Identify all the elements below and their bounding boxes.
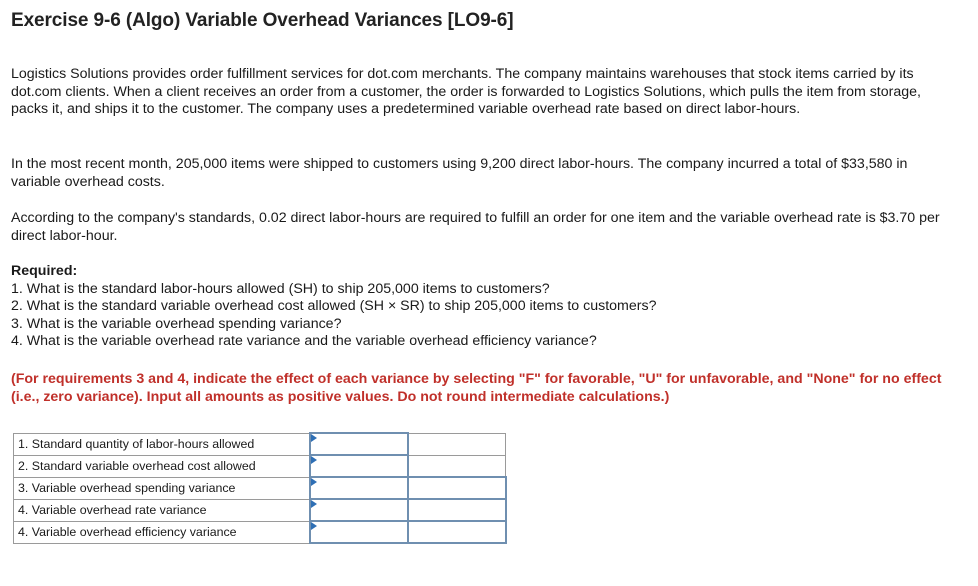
rate-variance-effect-select[interactable] [408,499,506,521]
required-heading: Required: [11,263,78,279]
efficiency-variance-effect-select[interactable] [408,521,506,543]
row-label-spending-variance: 3. Variable overhead spending variance [14,477,310,499]
paragraph-intro: Logistics Solutions provides order fulfillment services for dot.com merchants. The company maintains warehouses that stock items carried by its dot.com clients. When a client receives an order from a customer, the order is forwarded to Logistics Solutions, which pulls the item from storage, packs it, and ships it to the customer. The company uses a predetermined variable overhead rate based on direct labor-hours. [11,66,921,118]
input-marker-icon [311,478,317,486]
required-item-2: 2. What is the standard variable overhead cost allowed (SH × SR) to ship 205,000 items to customers? [11,298,657,315]
efficiency-variance-amount-field[interactable] [311,522,407,542]
standard-quantity-input[interactable] [310,433,408,455]
spending-variance-amount-field[interactable] [311,478,407,498]
exercise-title: Exercise 9-6 (Algo) Variable Overhead Variances [LO9-6] [11,10,514,31]
row-label-rate-variance: 4. Variable overhead rate variance [14,499,310,521]
paragraph-standards: According to the company's standards, 0.02 direct labor-hours are required to fulfill an order for one item and the variable overhead rate is $3.70 per direct labor-hour. [11,210,940,244]
rate-variance-amount-input[interactable] [310,499,408,521]
input-marker-icon [311,456,317,464]
required-item-1: 1. What is the standard labor-hours allowed (SH) to ship 205,000 items to customers? [11,280,550,297]
row-label-standard-quantity: 1. Standard quantity of labor-hours allowed [14,433,310,455]
standard-cost-input[interactable] [310,455,408,477]
standard-cost-field[interactable] [311,456,407,476]
standard-quantity-field[interactable] [311,434,407,454]
table-row [14,477,506,499]
required-item-3: 3. What is the variable overhead spending variance? [11,315,342,332]
efficiency-variance-amount-input[interactable] [310,521,408,543]
required-section [11,263,951,351]
table-row [14,521,506,543]
input-marker-icon [311,522,317,530]
row-label-standard-cost: 2. Standard variable overhead cost allowed [14,455,310,477]
table-row [14,433,506,455]
rate-variance-amount-field[interactable] [311,500,407,520]
row-label-efficiency-variance: 4. Variable overhead efficiency variance [14,521,310,543]
required-item-4: 4. What is the variable overhead rate variance and the variable overhead efficiency variance? [11,333,597,350]
empty-cell [408,433,506,455]
answer-table [13,432,507,544]
table-row [14,499,506,521]
input-marker-icon [311,434,317,442]
input-marker-icon [311,500,317,508]
empty-cell [408,455,506,477]
spending-variance-amount-input[interactable] [310,477,408,499]
instructions-text: (For requirements 3 and 4, indicate the effect of each variance by selecting "F" for favorable, "U" for unfavorable, and "None" for no effect (i.e., zero variance). Input all amounts as positive values. Do not round intermediate calculations.) [11,371,942,405]
spending-variance-effect-select[interactable] [408,477,506,499]
paragraph-month-data: In the most recent month, 205,000 items were shipped to customers using 9,200 direct labor-hours. The company incurred a total of $33,580 in variable overhead costs. [11,156,908,190]
table-row [14,455,506,477]
